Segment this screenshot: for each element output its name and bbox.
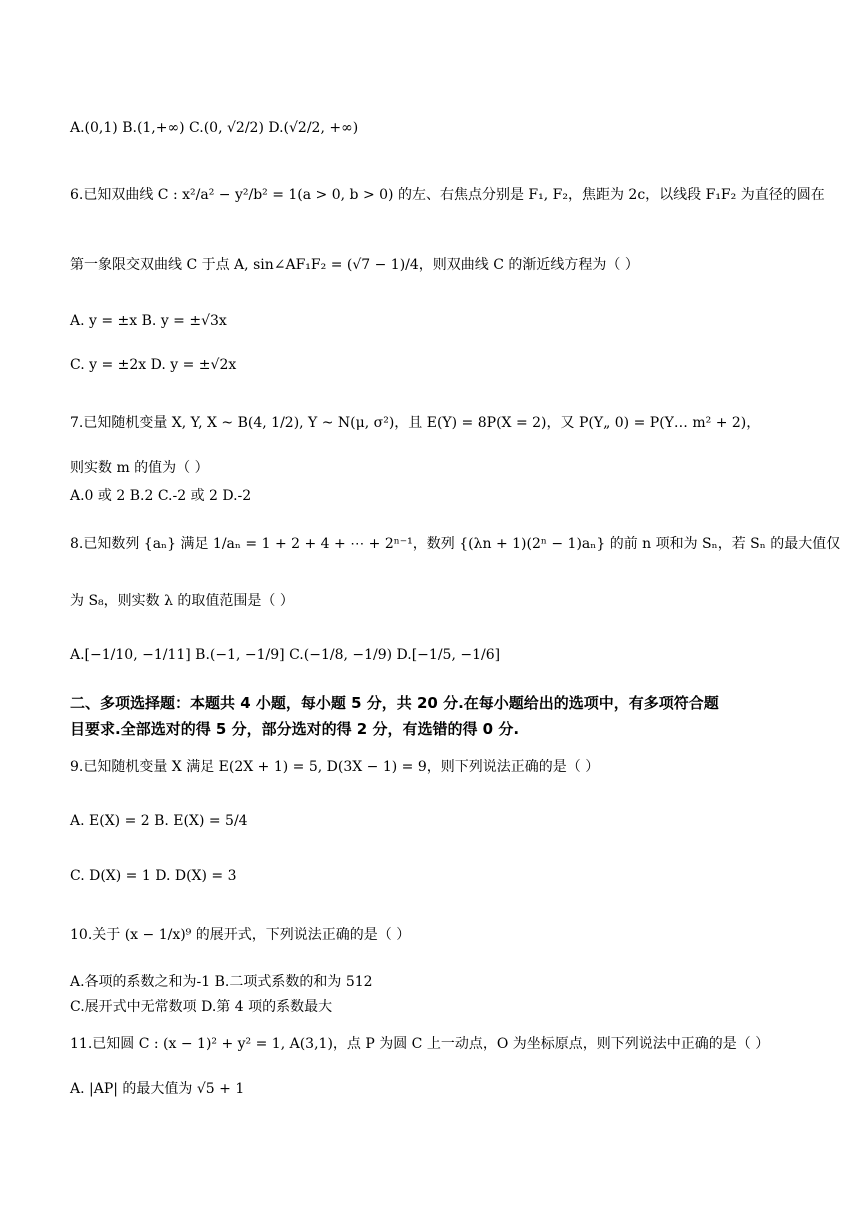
q10-options-ab: A.各项的系数之和为-1 B.二项式系数的和为 512	[70, 974, 373, 990]
q11-option-a: A. |AP| 的最大值为 √5 + 1	[70, 1081, 245, 1097]
q6-options-ab: A. y = ±x B. y = ±√3x	[70, 313, 227, 329]
q6-options-cd: C. y = ±2x D. y = ±√2x	[70, 357, 237, 373]
section-heading-line2: 目要求.全部选对的得 5 分，部分选对的得 2 分，有选错的得 0 分.	[70, 720, 520, 738]
q8-stem-line2: 为 S₈，则实数 λ 的取值范围是（ ）	[70, 593, 294, 609]
q10-options-cd: C.展开式中无常数项 D.第 4 项的系数最大	[70, 999, 333, 1015]
q7-options: A.0 或 2 B.2 C.-2 或 2 D.-2	[70, 488, 252, 504]
q7-stem-line2: 则实数 m 的值为（ ）	[70, 460, 209, 476]
q9-options-ab: A. E(X) = 2 B. E(X) = 5/4	[70, 813, 248, 829]
q9-stem: 9.已知随机变量 X 满足 E(2X + 1) = 5, D(3X − 1) = 9，则下列说法正确的是（ ）	[70, 759, 600, 775]
section-heading-line1: 二、多项选择题：本题共 4 小题，每小题 5 分，共 20 分.在每小题给出的选项中，有多项符合题	[70, 694, 719, 712]
q10-stem: 10.关于 (x − 1/x)⁹ 的展开式，下列说法正确的是（ ）	[70, 927, 411, 943]
q8-stem-line1: 8.已知数列 {aₙ} 满足 1/aₙ = 1 + 2 + 4 + ⋯ + 2ⁿ⁻¹，数列 {(λn + 1)(2ⁿ − 1)aₙ} 的前 n 项和为 Sₙ，若 Sₙ 的最大值仅	[70, 536, 841, 552]
q11-stem: 11.已知圆 C : (x − 1)² + y² = 1, A(3,1)，点 P 为圆 C 上一动点，O 为坐标原点，则下列说法中正确的是（ ）	[70, 1036, 770, 1052]
q8-options: A.[−1/10, −1/11] B.(−1, −1/9] C.(−1/8, −1/9) D.[−1/5, −1/6]	[70, 647, 501, 663]
q6-stem-line1: 6.已知双曲线 C : x²/a² − y²/b² = 1(a > 0, b > 0) 的左、右焦点分别是 F₁, F₂，焦距为 2c，以线段 F₁F₂ 为直径的圆在	[70, 187, 825, 203]
q6-stem-line2: 第一象限交双曲线 C 于点 A, sin∠AF₁F₂ = (√7 − 1)/4，则双曲线 C 的渐近线方程为（ ）	[70, 257, 639, 273]
q7-stem-line1: 7.已知随机变量 X, Y, X ~ B(4, 1/2), Y ~ N(μ, σ²)，且 E(Y) = 8P(X = 2)，又 P(Y„ 0) = P(Y… m² + 2)，	[70, 415, 761, 431]
q9-options-cd: C. D(X) = 1 D. D(X) = 3	[70, 868, 237, 884]
q5-options: A.(0,1) B.(1,+∞) C.(0, √2/2) D.(√2/2, +∞)	[70, 120, 359, 136]
